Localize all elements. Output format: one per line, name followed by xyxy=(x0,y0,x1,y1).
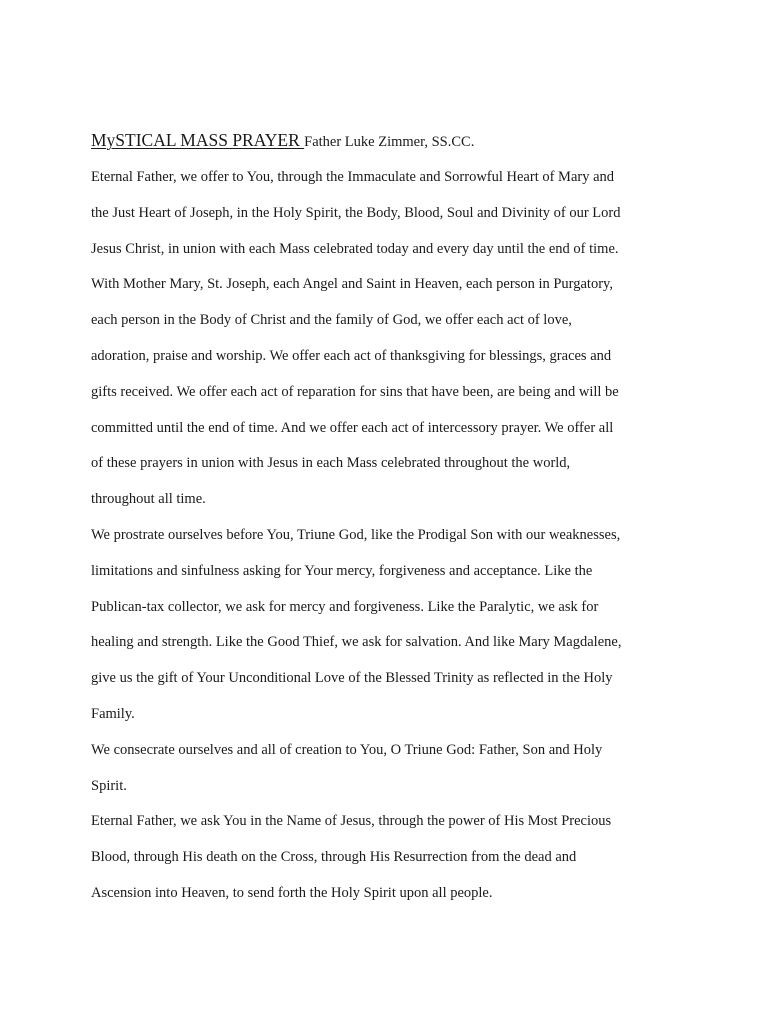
text-line: We prostrate ourselves before You, Triune God, like the Prodigal Son with our weaknesses, xyxy=(91,526,621,543)
text-line: Ascension into Heaven, to send forth the Holy Spirit upon all people. xyxy=(91,884,493,901)
document-title: MySTICAL MASS PRAYER xyxy=(91,130,305,150)
text-line: healing and strength. Like the Good Thief, we ask for salvation. And like Mary Magdalene, xyxy=(91,634,622,651)
text-line: Family. xyxy=(91,705,135,722)
paragraph-3 xyxy=(91,733,691,805)
text-line: committed until the end of time. And we offer each act of intercessory prayer. We offer all xyxy=(91,419,614,436)
text-line: give us the gift of Your Unconditional Love of the Blessed Trinity as reflected in the Holy xyxy=(91,670,613,687)
text-line: With Mother Mary, St. Joseph, each Angel and Saint in Heaven, each person in Purgatory, xyxy=(91,276,613,293)
paragraph-1 xyxy=(91,160,691,518)
text-line: We consecrate ourselves and all of creation to You, O Triune God: Father, Son and Holy xyxy=(91,741,603,758)
text-line: Jesus Christ, in union with each Mass celebrated today and every day until the end of time. xyxy=(91,240,619,257)
text-line: each person in the Body of Christ and the family of God, we offer each act of love, xyxy=(91,312,572,329)
paragraph-4 xyxy=(91,804,691,911)
text-line: gifts received. We offer each act of reparation for sins that have been, are being and will be xyxy=(91,383,619,400)
title-line xyxy=(91,122,691,160)
text-line: Blood, through His death on the Cross, through His Resurrection from the dead and xyxy=(91,849,577,866)
text-line: Spirit. xyxy=(91,777,127,794)
paragraph-2 xyxy=(91,518,691,733)
text-line: adoration, praise and worship. We offer each act of thanksgiving for blessings, graces and xyxy=(91,347,612,364)
text-line: Eternal Father, we ask You in the Name of Jesus, through the power of His Most Precious xyxy=(91,813,612,830)
text-line: of these prayers in union with Jesus in each Mass celebrated throughout the world, xyxy=(91,455,571,472)
paragraph-list xyxy=(91,160,691,912)
text-line: Eternal Father, we offer to You, through the Immaculate and Sorrowful Heart of Mary and xyxy=(91,169,615,185)
text-line: throughout all time. xyxy=(91,491,206,508)
document-body xyxy=(91,122,691,912)
text-line: the Just Heart of Joseph, in the Holy Spirit, the Body, Blood, Soul and Divinity of our Lord xyxy=(91,204,621,221)
text-line: limitations and sinfulness asking for Your mercy, forgiveness and acceptance. Like the xyxy=(91,562,593,579)
text-line: Publican-tax collector, we ask for mercy and forgiveness. Like the Paralytic, we ask for xyxy=(91,598,599,615)
document-author: Father Luke Zimmer, SS.CC. xyxy=(304,134,475,150)
